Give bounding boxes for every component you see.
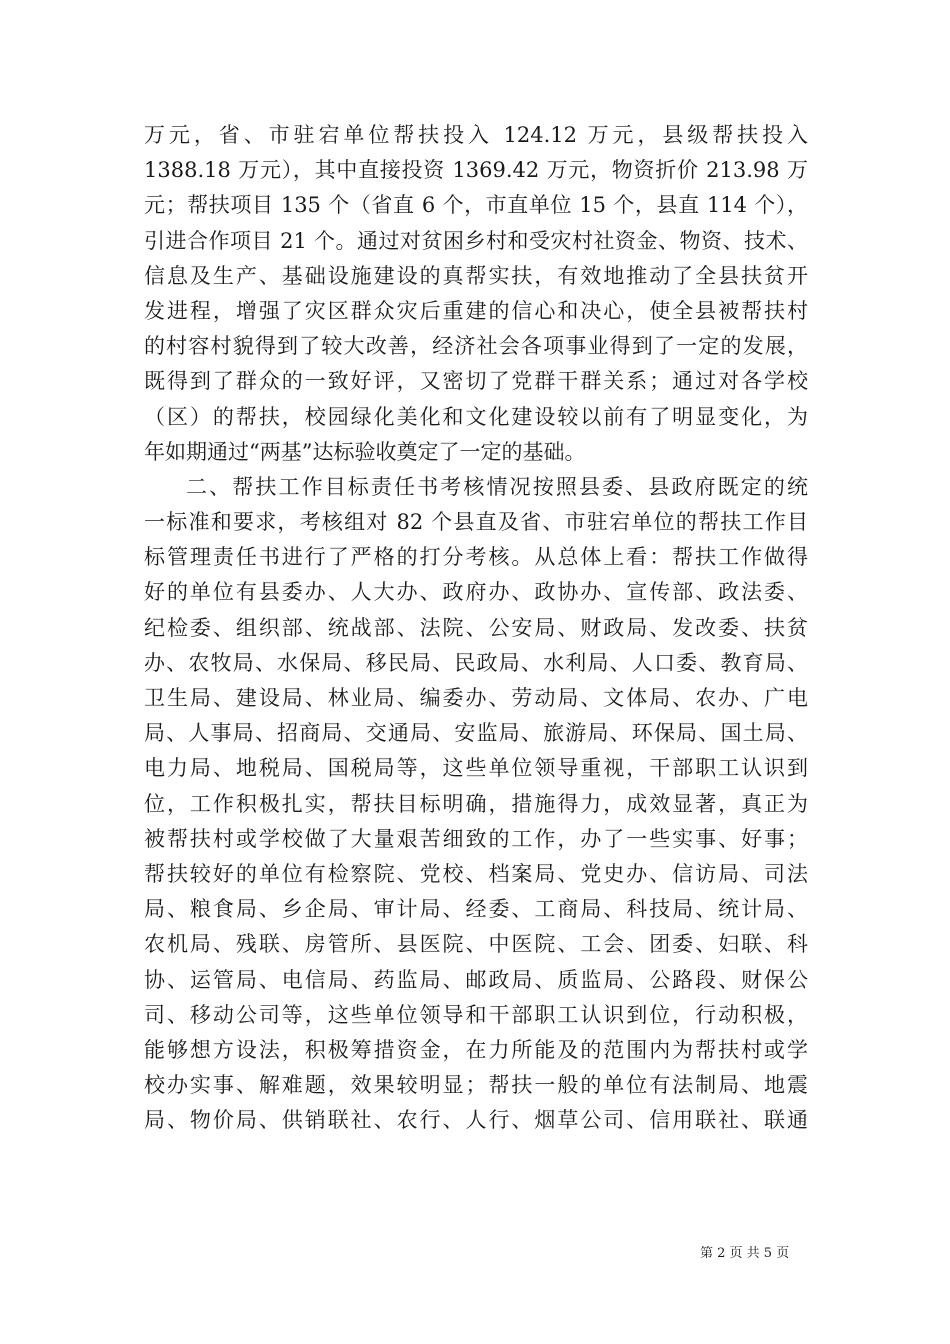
- text-line: 发进程，增强了灾区群众灾后重建的信心和决心，使全县被帮扶村: [144, 298, 808, 323]
- text-line: 信息及生产、基础设施建设的真帮实扶，有效地推动了全县扶贫开: [144, 263, 808, 288]
- text-line: 既得到了群众的一致好评，又密切了党群干群关系；通过对各学校: [144, 369, 808, 394]
- text-line: 局、物价局、供销联社、农行、人行、烟草公司、信用联社、联通: [144, 1108, 808, 1133]
- text-line: 万元，省、市驻宕单位帮扶投入 124.12 万元，县级帮扶投入: [144, 123, 808, 147]
- paragraph-2: [144, 470, 808, 1139]
- text-line: 被帮扶村或学校做了大量艰苦细致的工作，办了一些实事、好事；: [144, 826, 808, 851]
- text-line: 电力局、地税局、国税局等，这些单位领导重视，干部职工认识到: [144, 756, 808, 781]
- text-line: 年如期通过“两基”达标验收奠定了一定的基础。: [144, 439, 586, 464]
- text-line: 校办实事、解难题，效果较明显；帮扶一般的单位有法制局、地震: [144, 1073, 808, 1098]
- text-line: 协、运管局、电信局、药监局、邮政局、质监局、公路段、财保公: [144, 967, 808, 992]
- page-number-footer: 第 2 页 共 5 页: [700, 1246, 790, 1261]
- text-line: 农机局、残联、房管所、县医院、中医院、工会、团委、妇联、科: [144, 932, 808, 957]
- paragraph-1: [144, 118, 808, 470]
- text-line: 好的单位有县委办、人大办、政府办、政协办、宣传部、政法委、: [144, 580, 808, 605]
- text-line: 引进合作项目 21 个。通过对贫困乡村和受灾村社资金、物资、技术、: [144, 228, 808, 253]
- text-line: 一标准和要求，考核组对 82 个县直及省、市驻宕单位的帮扶工作目: [144, 510, 808, 535]
- text-line: 纪检委、组织部、统战部、法院、公安局、财政局、发改委、扶贫: [144, 615, 808, 640]
- text-line: 局、粮食局、乡企局、审计局、经委、工商局、科技局、统计局、: [144, 897, 808, 922]
- document-body: [144, 118, 808, 1138]
- text-line: 位，工作积极扎实，帮扶目标明确，措施得力，成效显著，真正为: [144, 791, 808, 816]
- text-line: 司、移动公司等，这些单位领导和干部职工认识到位，行动积极，: [144, 1002, 808, 1027]
- text-line: （区）的帮扶，校园绿化美化和文化建设较以前有了明显变化，为: [144, 404, 808, 429]
- text-line: 标管理责任书进行了严格的打分考核。从总体上看：帮扶工作做得: [144, 545, 808, 570]
- text-line: 二、帮扶工作目标责任书考核情况按照县委、县政府既定的统: [186, 474, 808, 499]
- text-line: 帮扶较好的单位有检察院、党校、档案局、党史办、信访局、司法: [144, 861, 808, 886]
- text-line: 元；帮扶项目 135 个（省直 6 个，市直单位 15 个，县直 114 个），: [144, 193, 808, 218]
- text-line: 1388.18 万元），其中直接投资 1369.42 万元，物资折价 213.98 万: [144, 158, 808, 183]
- text-line: 办、农牧局、水保局、移民局、民政局、水利局、人口委、教育局、: [144, 650, 808, 675]
- text-line: 卫生局、建设局、林业局、编委办、劳动局、文体局、农办、广电: [144, 686, 808, 710]
- text-line: 局、人事局、招商局、交通局、安监局、旅游局、环保局、国土局、: [144, 721, 808, 746]
- text-line: 的村容村貌得到了较大改善，经济社会各项事业得到了一定的发展，: [144, 334, 808, 359]
- text-line: 能够想方设法，积极筹措资金，在力所能及的范围内为帮扶村或学: [144, 1037, 808, 1062]
